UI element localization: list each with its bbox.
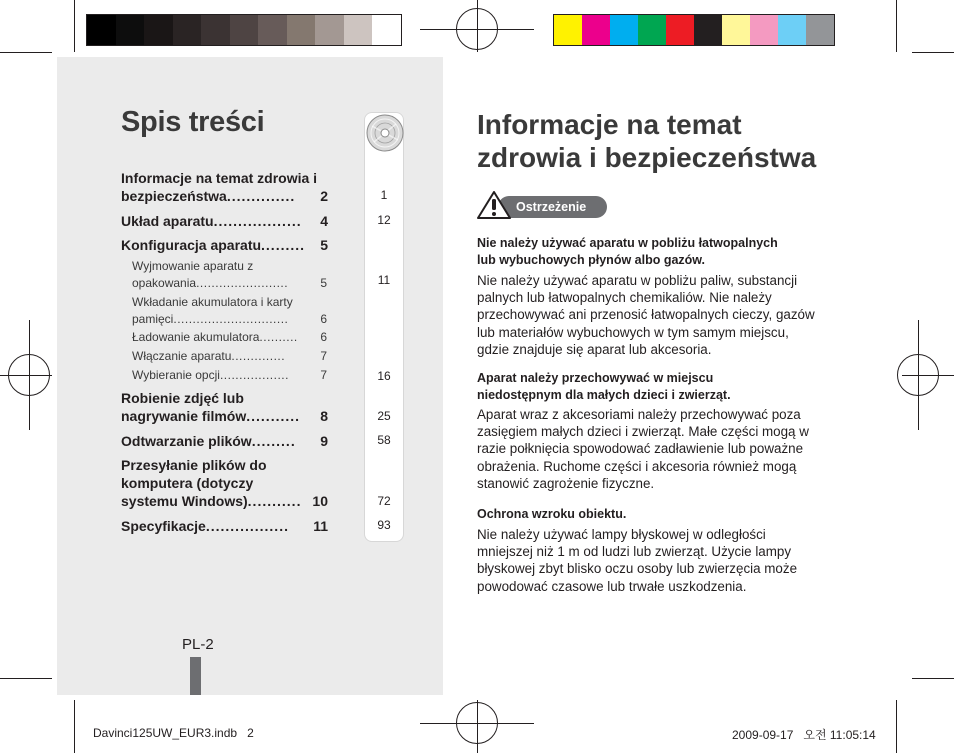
page-number: PL-2 — [182, 636, 214, 653]
toc-entry[interactable] — [121, 389, 328, 425]
section-body — [477, 406, 832, 492]
toc-entry-row — [132, 348, 327, 365]
toc-page-number: 2 — [320, 188, 328, 204]
toc-page-number: 4 — [320, 213, 328, 229]
toc-entry-row — [132, 329, 327, 346]
toc-entry-title: opakowania — [132, 276, 197, 290]
color-swatch — [778, 15, 806, 45]
side-page-number: 58 — [377, 433, 391, 447]
toc-subentry[interactable] — [132, 329, 327, 346]
toc-subentry[interactable] — [132, 367, 327, 384]
toc-entry-title: pamięci — [132, 312, 174, 326]
color-swatch — [666, 15, 694, 45]
toc-leader-dots: .............. — [231, 349, 286, 363]
section-heading — [477, 506, 822, 523]
side-page-column — [364, 112, 404, 542]
toc-entry-title: Ładowanie akumulatora — [132, 330, 260, 344]
gray-swatch — [144, 15, 173, 45]
toc-entry-line: Wkładanie akumulatora i karty — [132, 295, 293, 309]
toc-page-number: 6 — [320, 330, 327, 344]
toc-entry-row — [121, 492, 328, 510]
toc-entry-title: nagrywanie filmów — [121, 408, 247, 424]
color-swatch — [694, 15, 722, 45]
gray-swatch — [258, 15, 287, 45]
color-swatch — [582, 15, 610, 45]
color-swatch — [554, 15, 582, 45]
toc-subentry[interactable] — [132, 294, 327, 328]
toc-page-number: 9 — [320, 433, 328, 449]
toc-entry-title: Włączanie aparatu — [132, 349, 232, 363]
toc-entry[interactable] — [121, 456, 328, 510]
body-line: stanowić zagrożenie fizyczne. — [477, 475, 655, 491]
side-page-number: 25 — [377, 409, 391, 423]
toc-entry-row — [132, 367, 327, 384]
body-line: gdzie znajduje się aparat lub akcesoria. — [477, 341, 712, 357]
toc-leader-dots: ........... — [246, 408, 301, 424]
toc-entry[interactable] — [121, 169, 328, 205]
toc-page-number: 7 — [320, 368, 327, 382]
toc-entry[interactable] — [121, 432, 328, 450]
side-page-number: 16 — [377, 369, 391, 383]
toc-leader-dots: .................. — [213, 213, 302, 229]
toc-entry-title: Specyfikacje — [121, 518, 206, 534]
toc-leader-dots: .............. — [226, 188, 296, 204]
body-line: zasięgiem małych dzieci i zwierząt. Małe części mogą w — [477, 424, 809, 440]
toc-entry[interactable] — [121, 236, 328, 254]
color-calibration-bar — [553, 14, 835, 46]
section-title — [477, 108, 816, 174]
toc-entry-line: Przesyłanie plików do — [121, 457, 267, 473]
toc-subentry[interactable] — [132, 348, 327, 365]
toc-leader-dots: ........................ — [196, 276, 289, 290]
body-line: palnych lub łatwopalnych chemikaliów. Nie należy — [477, 290, 772, 306]
toc-entry-title: systemu Windows) — [121, 493, 248, 509]
section-heading — [477, 370, 822, 404]
heading-line: Aparat należy przechowywać w miejscu — [477, 371, 714, 385]
warning-label: Ostrzeżenie — [516, 200, 587, 214]
toc-entry-row — [132, 275, 327, 292]
color-swatch — [806, 15, 834, 45]
body-line: przechowywać ani przenosić łatwopalnych cieczy, gazów — [477, 307, 815, 323]
toc-entry-line: Robienie zdjęć lub — [121, 390, 244, 406]
page-tab-marker — [190, 657, 201, 695]
side-page-number: 1 — [380, 188, 388, 202]
toc-subentry[interactable] — [132, 258, 327, 292]
section-heading — [477, 235, 822, 269]
body-line: Aparat wraz z akcesoriami należy przechowywać poza — [477, 407, 801, 422]
toc-entry-row — [132, 311, 327, 328]
toc-entry[interactable] — [121, 212, 328, 230]
gray-swatch — [87, 15, 116, 45]
body-line: razie połknięcia spowodować zadławienie lub poważne — [477, 441, 804, 457]
section-title-line2: zdrowia i bezpieczeństwa — [477, 142, 817, 173]
body-line: lub materiałów wybuchowych w tym samym miejscu, — [477, 324, 789, 340]
toc-entry-row — [121, 187, 328, 205]
warning-icon — [476, 190, 512, 220]
body-line: mniejszej niż 1 m od ludzi lub zwierząt. Użycie lampy — [477, 544, 792, 560]
toc-entry-row — [121, 236, 328, 254]
toc-entry-title: Konfiguracja aparatu — [121, 237, 262, 253]
toc-page-number: 8 — [320, 408, 328, 424]
gray-swatch — [372, 15, 401, 45]
toc-page-number: 5 — [320, 276, 327, 290]
toc-entry[interactable] — [121, 517, 328, 535]
gray-swatch — [173, 15, 202, 45]
grayscale-calibration-bar — [86, 14, 402, 46]
gray-swatch — [344, 15, 373, 45]
footer-timestamp: 2009-09-17 오전 11:05:14 — [732, 728, 876, 742]
side-page-number: 93 — [377, 518, 391, 532]
toc-leader-dots: ......... — [251, 433, 296, 449]
toc-leader-dots: ................. — [205, 518, 289, 534]
color-swatch — [722, 15, 750, 45]
color-swatch — [638, 15, 666, 45]
toc-entry-line: komputera (dotyczy — [121, 475, 254, 491]
toc-entry-line: Informacje na temat zdrowia i — [121, 170, 318, 186]
body-line: powodować czasowe lub trwałe uszkodzenia. — [477, 578, 747, 594]
toc-leader-dots: ......... — [261, 237, 306, 253]
body-line: błyskowej zbyt blisko oczu osoby lub zwierzęcia może — [477, 561, 798, 577]
footer-filename: Davinci125UW_EUR3.indb 2 — [93, 726, 254, 740]
color-swatch — [750, 15, 778, 45]
side-page-number: 12 — [377, 213, 391, 227]
body-line: obrażenia. Ruchome części i akcesoria również mogą — [477, 458, 797, 474]
heading-line: niedostępnym dla małych dzieci i zwierząt. — [477, 388, 731, 402]
gray-swatch — [230, 15, 259, 45]
disc-icon — [366, 114, 404, 152]
toc-entry-title: Odtwarzanie plików — [121, 433, 252, 449]
toc-leader-dots: .................. — [219, 368, 289, 382]
heading-line: Nie należy używać aparatu w pobliżu łatwopalnych — [477, 236, 778, 250]
toc-page-number: 11 — [313, 518, 328, 534]
toc-entry-row — [121, 407, 328, 425]
gray-swatch — [201, 15, 230, 45]
gray-swatch — [287, 15, 316, 45]
toc-leader-dots: .......... — [259, 330, 298, 344]
body-line: Nie należy używać aparatu w pobliżu paliw, substancji — [477, 273, 798, 288]
toc-page-number: 6 — [320, 312, 327, 326]
toc-leader-dots: ........... — [247, 493, 302, 509]
toc-page-number: 10 — [312, 493, 328, 509]
heading-line: lub wybuchowych płynów albo gazów. — [477, 253, 706, 267]
body-line: Nie należy używać lampy błyskowej w odległości — [477, 527, 766, 542]
page-title: Spis treści — [121, 106, 265, 138]
gray-swatch — [116, 15, 145, 45]
toc-entry-line: Wyjmowanie aparatu z — [132, 259, 254, 273]
gray-swatch — [315, 15, 344, 45]
section-body — [477, 272, 832, 358]
toc-page-number: 7 — [320, 349, 327, 363]
toc-entry-row — [121, 432, 328, 450]
color-swatch — [610, 15, 638, 45]
toc-entry-title: Układ aparatu — [121, 213, 214, 229]
heading-line: Ochrona wzroku obiektu. — [477, 507, 627, 521]
toc-entry-title: bezpieczeństwa — [121, 188, 227, 204]
toc-entry-row — [121, 212, 328, 230]
side-page-number: 11 — [377, 273, 391, 287]
section-body — [477, 526, 832, 595]
side-page-number: 72 — [377, 494, 391, 508]
toc-entry-title: Wybieranie opcji — [132, 368, 220, 382]
toc-page-number: 5 — [320, 237, 328, 253]
toc-leader-dots: .............................. — [173, 312, 289, 326]
section-title-line1: Informacje na temat — [477, 109, 742, 140]
toc-entry-row — [121, 517, 328, 535]
